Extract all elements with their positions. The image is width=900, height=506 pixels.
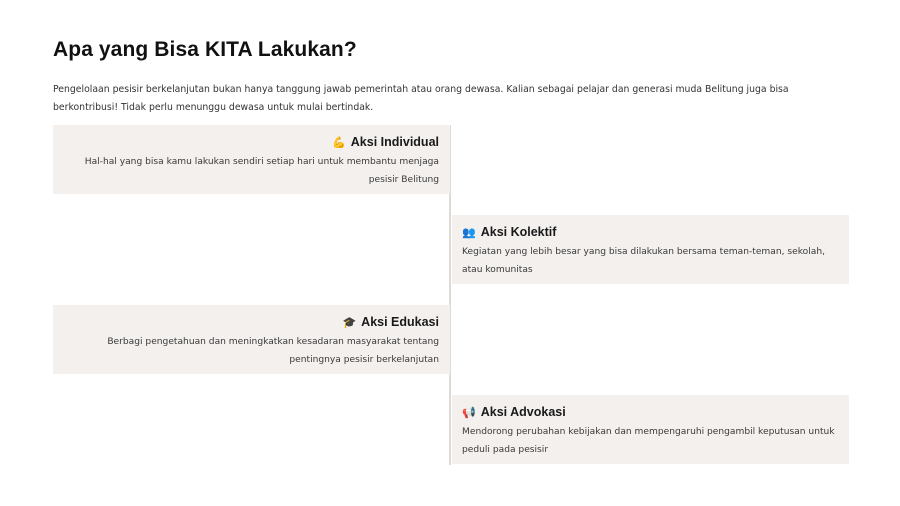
flexed-biceps-icon: 💪 [332,136,346,149]
card-description: Kegiatan yang lebih besar yang bisa dilakukan bersama teman-teman, sekolah, atau komunitas [462,247,825,275]
card-description: Berbagi pengetahuan dan meningkatkan kesadaran masyarakat tentang pentingnya pesisir berkelanjutan [107,337,439,365]
card-title-text: Aksi Advokasi [480,405,566,419]
card-aksi-individual [53,125,450,194]
card-aksi-kolektif [452,215,849,284]
card-title-text: Aksi Individual [350,135,439,149]
card-description: Hal-hal yang bisa kamu lakukan sendiri setiap hari untuk membantu menjaga pesisir Belitung [84,157,439,185]
graduation-cap-icon: 🎓 [342,316,357,329]
card-title [65,313,439,332]
card-title [65,133,439,152]
page-title: Apa yang Bisa KITA Lakukan? [53,38,357,61]
intro-paragraph: Pengelolaan pesisir berkelanjutan bukan hanya tanggung jawab pemerintah atau orang dewasa. Kalian sebagai pelajar dan generasi muda Belitung juga bisa berkontribusi! Tidak perlu menunggu dewasa untuk mulai bertindak. [53,84,789,113]
card-description: Mendorong perubahan kebijakan dan mempengaruhi pengambil keputusan untuk peduli pada pesisir [462,427,835,455]
people-icon: 👥 [462,226,476,239]
card-aksi-edukasi [53,305,450,374]
card-title-text: Aksi Edukasi [361,315,439,329]
megaphone-icon: 📢 [462,406,476,419]
card-title [462,403,837,422]
card-title-text: Aksi Kolektif [480,225,557,239]
card-aksi-advokasi [452,395,849,464]
card-title [462,223,837,242]
